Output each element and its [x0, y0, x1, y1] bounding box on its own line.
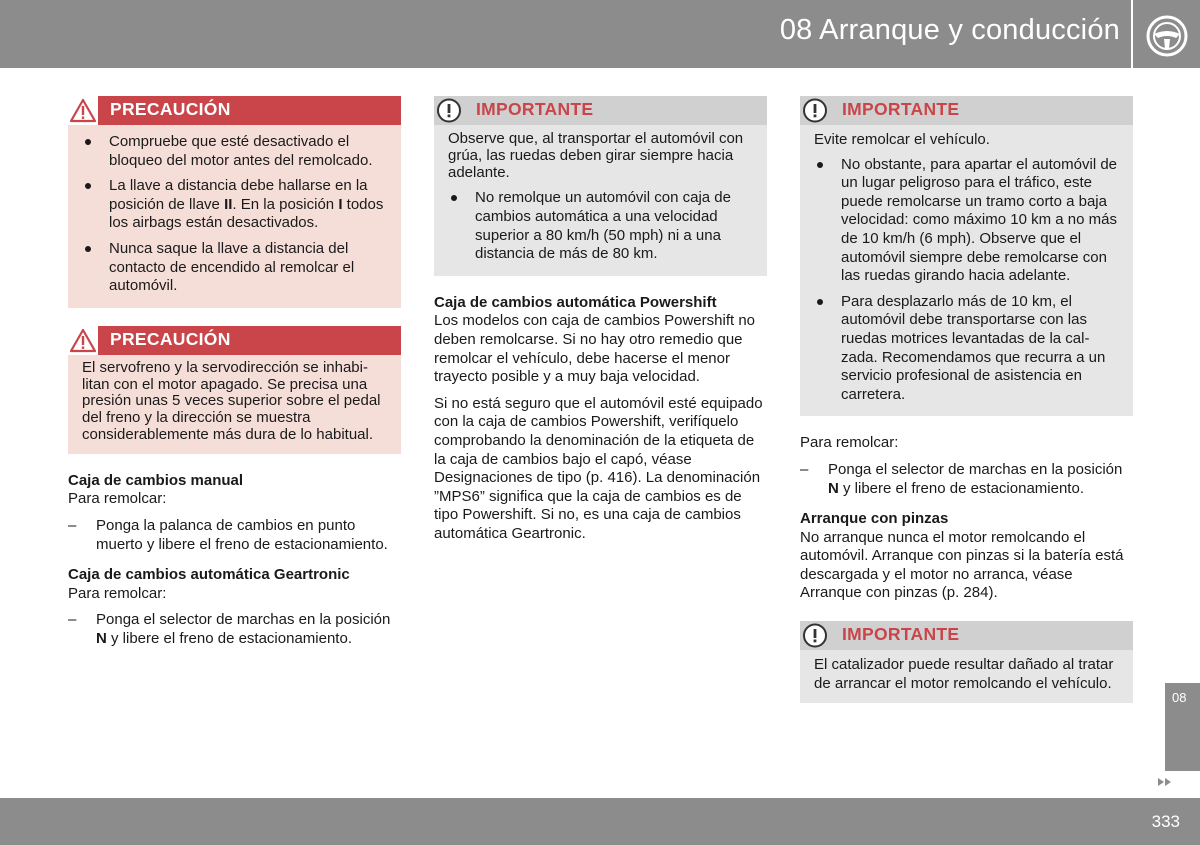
- column-3: [800, 96, 1133, 703]
- caution-box: [68, 96, 401, 308]
- section-heading: Caja de cambios manual: [68, 471, 244, 489]
- caution-title: PRECAUCIÓN: [110, 328, 231, 349]
- list-item: – Ponga el selector de marchas en la posición N y libere el freno de estacionamiento.: [68, 611, 391, 647]
- steering-wheel-icon: [1145, 14, 1189, 58]
- important-header: [434, 96, 767, 125]
- list-item: No obstante, para apartar el automóvil de un lugar peligroso para el tráfico, este puede remolcarse un tramo corto a baja velocidad: como máximo 10 km a no más de 10 km/h (6 mph). Observe que el automóvil siempre debe remolcarse con las ruedas girando hacia adelante.: [814, 156, 1119, 286]
- list-item: – Ponga la palanca de cambios en punto muerto y libere el freno de estacionamiento.: [68, 516, 388, 553]
- continue-arrow-icon: [1157, 775, 1173, 789]
- important-title: IMPORTANTE: [842, 99, 960, 119]
- exclamation-icon: [800, 621, 830, 650]
- list-item: La llave a distancia debe hallarse en la posición de llave II. En la posición I todos los airbags están desactivados.: [82, 177, 387, 233]
- warning-triangle-icon: [68, 326, 98, 355]
- column-2: [434, 96, 767, 551]
- caution-title: PRECAUCIÓN: [110, 99, 231, 119]
- page-number: 333: [1151, 812, 1180, 831]
- paragraph: Si no está seguro que el automóvil esté equipado con la caja de cambios Powershift, verifíquelo comprobando la denominación de la etiqueta de la caja de cambios bajo el capó, véase Designaciones de tipo (p. 416). La denominación ”MPS6” significa que la caja de cambios es de tipo Powershift. Si no, es una caja de cambios automática Geartronic.: [434, 394, 763, 542]
- paragraph: Para remolcar:: [68, 584, 167, 602]
- important-box: [800, 96, 1133, 416]
- exclamation-icon: [800, 96, 830, 125]
- section-heading: Caja de cambios automática Powershift: [434, 293, 717, 311]
- paragraph: Para remolcar:: [800, 434, 899, 452]
- caution-text: El servofreno y la servodirección se inhabilitan con el motor apagado. Se precisa una presión unas 5 veces superior sobre el pedal del freno y la dirección se muestra considerablemente más dura de lo habitual.: [82, 358, 381, 443]
- list-item: Para desplazarlo más de 10 km, el automóvil debe transportarse con las ruedas motrices levantadas de la calzada. Recomendamos que recurra a un servicio profesional de asistencia en carretera.: [814, 293, 1119, 405]
- chapter-badge: [1131, 0, 1200, 68]
- chapter-side-tab-label: 08: [1172, 690, 1187, 705]
- paragraph: No arranque nunca el motor remolcando el automóvil. Arranque con pinzas si la batería está descargada y el motor no arranca, véase Arranque con pinzas (p. 284).: [800, 528, 1124, 602]
- important-text: El catalizador puede resultar dañado al tratar de arrancar el motor remolcando el vehículo.: [814, 656, 1114, 692]
- chapter-title: 08 Arranque y conducción: [779, 14, 1120, 46]
- exclamation-icon: [434, 96, 464, 125]
- important-box: [800, 621, 1133, 703]
- page-footer-bar: [0, 798, 1200, 845]
- list-item: No remolque un automóvil con caja de cambios automática a una velocidad superior a 80 km/h (50 mph) ni a una distancia de más de 80 km.: [448, 189, 753, 263]
- important-text: Evite remolcar el vehículo.: [814, 131, 990, 148]
- section-heading: Arranque con pinzas: [800, 510, 949, 528]
- section-heading: Caja de cambios automática Geartronic: [68, 566, 350, 584]
- caution-header: [68, 96, 401, 125]
- important-text: Observe que, al transportar el automóvil con grúa, las ruedas deben girar siempre hacia adelante.: [448, 130, 744, 181]
- important-title: IMPORTANTE: [476, 99, 594, 119]
- warning-triangle-icon: [68, 96, 98, 125]
- important-box: [434, 96, 767, 276]
- caution-header: [68, 326, 401, 355]
- important-header: [800, 621, 1133, 650]
- column-1: [68, 96, 401, 660]
- list-item: – Ponga el selector de marchas en la posición N y libere el freno de estacionamiento.: [800, 460, 1123, 497]
- list-item: Compruebe que esté desactivado el bloqueo del motor antes del remolcado.: [82, 133, 387, 170]
- list-item: Nunca saque la llave a distancia del contacto de encendido al remolcar el automóvil.: [82, 240, 387, 296]
- paragraph: Para remolcar:: [68, 490, 167, 508]
- important-header: [800, 96, 1133, 125]
- caution-box: [68, 326, 401, 454]
- important-title: IMPORTANTE: [842, 624, 960, 645]
- paragraph: Los modelos con caja de cambios Powershift no deben remolcarse. Si no hay otro remedio que remolcar el vehículo, debe hacerse el menor trayecto posible y a muy baja velocidad.: [434, 312, 756, 386]
